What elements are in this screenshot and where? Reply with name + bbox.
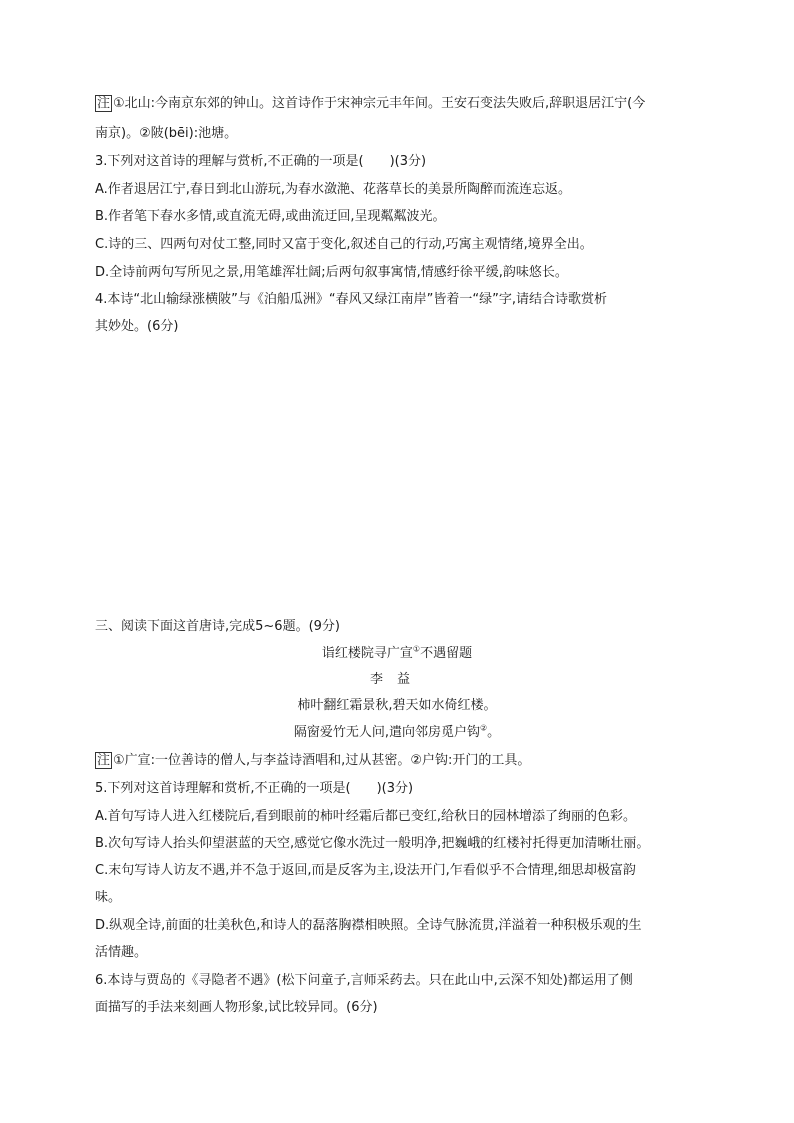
note-mark: 注 bbox=[97, 753, 111, 768]
question-3-option-d: D.全诗前两句写所见之景,用笔雄浑壮阔;后两句叙事寓情,情感纡徐平缓,韵味悠长。 bbox=[95, 265, 568, 280]
question-5-option-b: B.次句写诗人抬头仰望湛蓝的天空,感觉它像水洗过一般明净,把巍峨的红楼衬托得更加清晰壮丽。 bbox=[95, 836, 650, 851]
note-mark: 注 bbox=[97, 96, 111, 111]
note-2: 注 ①广宣:一位善诗的僧人,与李益诗酒唱和,过从甚密。②户钩:开门的工具。 bbox=[97, 753, 531, 768]
question-3-stem: 3.下列对这首诗的理解与赏析,不正确的一项是( )(3分) bbox=[95, 154, 427, 169]
question-3-option-c: C.诗的三、四两句对仗工整,同时又富于变化,叙述自己的行动,巧寓主观情绪,境界全出。 bbox=[95, 237, 593, 252]
question-4-line-1: 4.本诗“北山输绿涨横陂”与《泊船瓜洲》“春风又绿江南岸”皆着一“绿”字,请结合诗歌赏析 bbox=[95, 292, 607, 307]
note-1-line-2: 南京)。②陂(bēi):池塘。 bbox=[95, 126, 238, 141]
question-3-option-a: A.作者退居江宁,春日到北山游玩,为春水潋滟、花落草长的美景所陶醉而流连忘返。 bbox=[95, 182, 572, 197]
question-5-option-a: A.首句写诗人进入红楼院后,看到眼前的柿叶经霜后都已变红,给秋日的园林增添了绚丽的色彩。 bbox=[95, 809, 637, 824]
question-6-line-2: 面描写的手法来刻画人物形象,试比较异同。(6分) bbox=[95, 1000, 378, 1015]
question-3-option-b: B.作者笔下春水多情,或直流无碍,或曲流迂回,呈现粼粼波光。 bbox=[95, 209, 446, 224]
poem-line-2: 隔窗爱竹无人问,遣向邻房觅户钩②。 bbox=[293, 723, 501, 740]
question-5-stem: 5.下列对这首诗理解和赏析,不正确的一项是( )(3分) bbox=[95, 781, 414, 796]
poem-title: 诣红楼院寻广宣①不遇留题 bbox=[321, 644, 473, 661]
question-6-line-1: 6.本诗与贾岛的《寻隐者不遇》(松下问童子,言师采药去。只在此山中,云深不知处)都运用了侧 bbox=[95, 973, 633, 988]
section-3-heading: 三、阅读下面这首唐诗,完成5~6题。(9分) bbox=[95, 619, 340, 634]
question-4-line-2: 其妙处。(6分) bbox=[95, 319, 179, 334]
question-5-option-c-line-2: 味。 bbox=[95, 890, 122, 905]
question-5-option-d-line-1: D.纵观全诗,前面的壮美秋色,和诗人的磊落胸襟相映照。全诗气脉流贯,洋溢着一种积极乐观的生 bbox=[95, 918, 642, 933]
poem-author: 李益 bbox=[369, 672, 424, 687]
question-5-option-c-line-1: C.末句写诗人访友不遇,并不急于返回,而是反客为主,设法开门,乍看似乎不合情理,细思却极富韵 bbox=[95, 863, 636, 878]
poem-line-1: 柿叶翻红霜景秋,碧天如水倚红楼。 bbox=[297, 698, 497, 713]
question-5-option-d-line-2: 活情趣。 bbox=[95, 945, 148, 960]
note-1-line-1: 注 ①北山:今南京东郊的钟山。这首诗作于宋神宗元丰年间。王安石变法失败后,辞职退居江宁(今 bbox=[97, 96, 646, 111]
